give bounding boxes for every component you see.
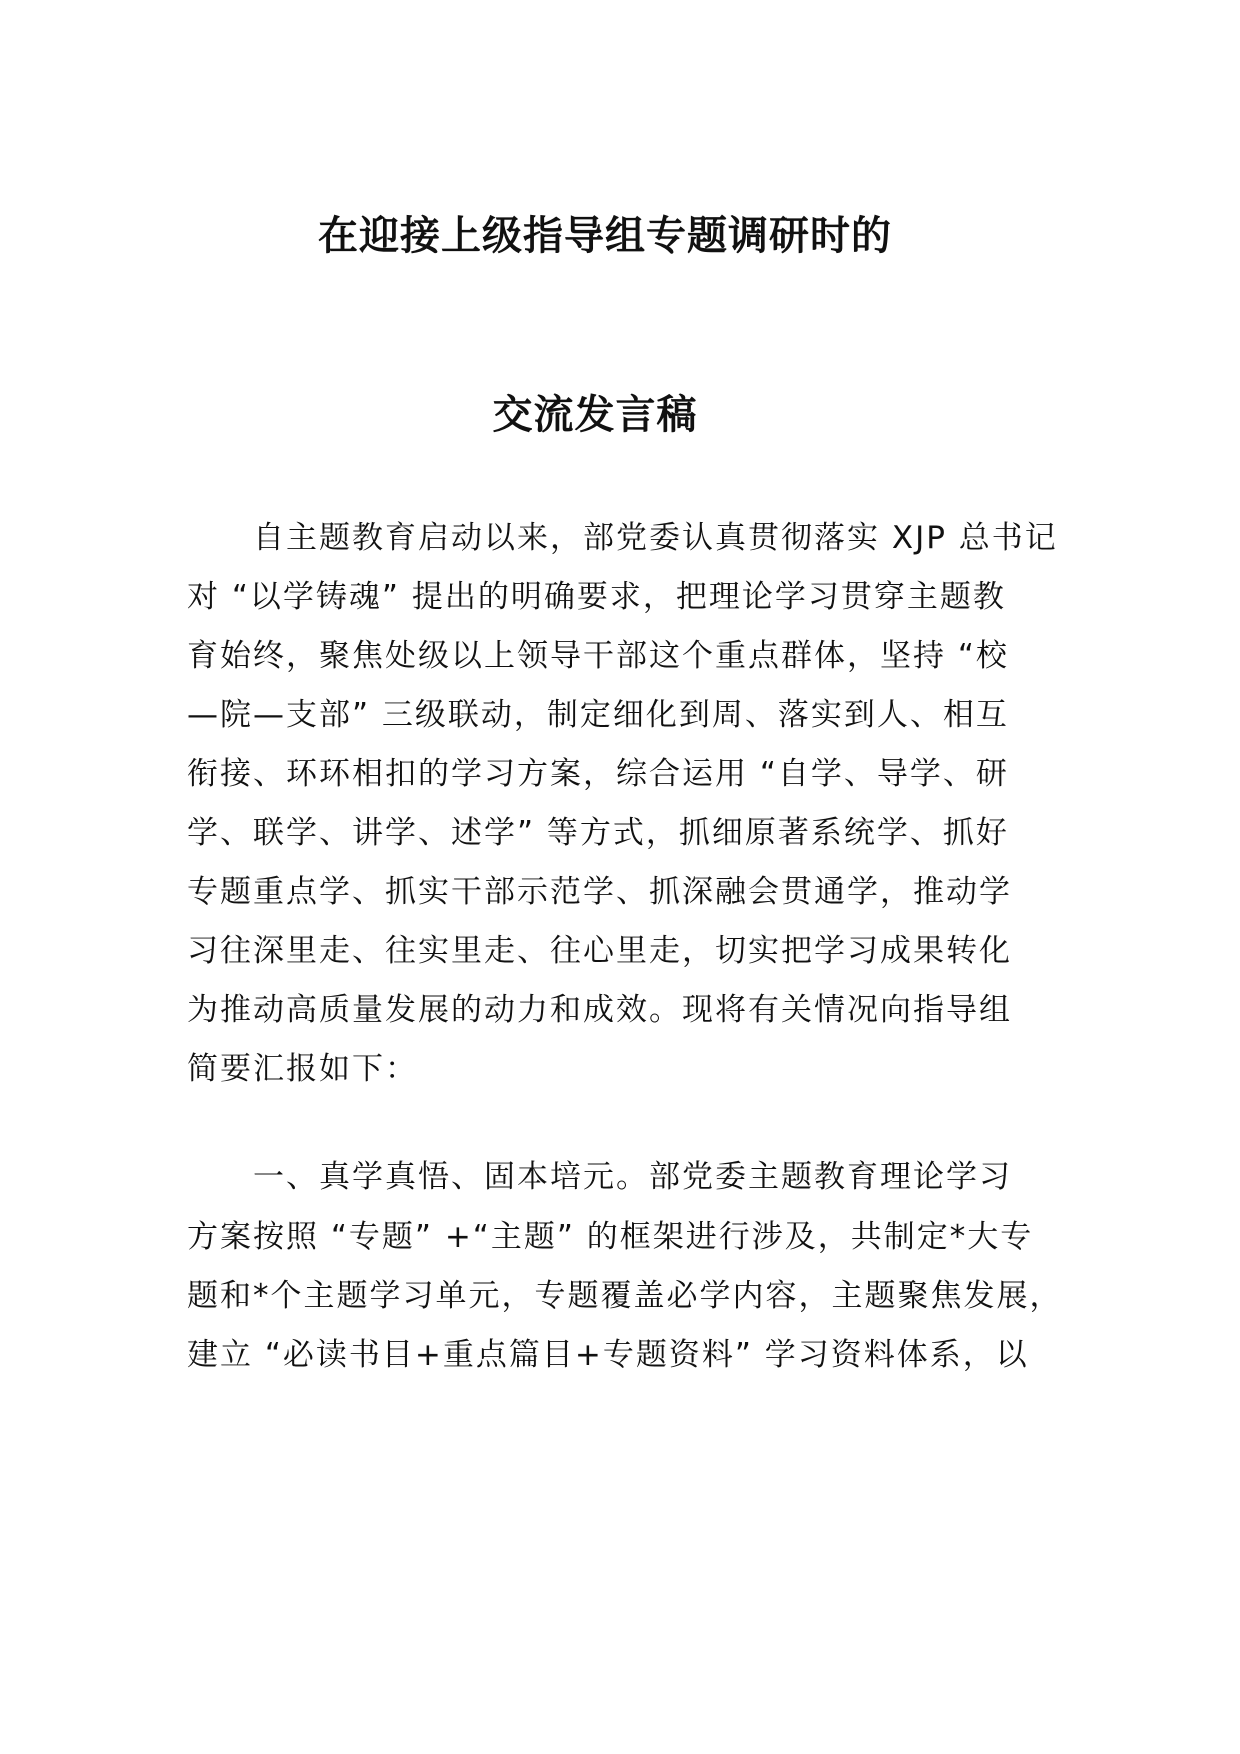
text-line: 习往深里走、往实里走、往心里走，切实把学习成果转化	[187, 933, 1012, 969]
text-line: 对 “以学铸魂” 提出的明确要求，把理论学习贯穿主题教	[187, 579, 1006, 615]
text-line: 专题重点学、抓实干部示范学、抓深融会贯通学，推动学	[187, 874, 1012, 910]
text-line: 方案按照 “专题” +“主题” 的框架进行涉及，共制定*大专	[187, 1219, 1034, 1255]
text-line: 一、真学真悟、固本培元。部党委主题教育理论学习	[253, 1159, 1012, 1195]
text-line: 自主题教育启动以来，部党委认真贯彻落实 XJP 总书记	[253, 520, 1058, 556]
text-line: 题和*个主题学习单元，专题覆盖必学内容，主题聚焦发展，	[187, 1278, 1063, 1314]
text-line: —院—支部” 三级联动，制定细化到周、落实到人、相互	[187, 697, 1009, 733]
text-line: 育始终，聚焦处级以上领导干部这个重点群体，坚持 “校	[187, 638, 1009, 674]
text-line: 为推动高质量发展的动力和成效。现将有关情况向指导组	[187, 992, 1012, 1028]
document-title-line-2: 交流发言稿	[492, 392, 698, 438]
text-line: 建立 “必读书目+重点篇目+专题资料” 学习资料体系，以	[187, 1337, 1029, 1373]
text-line: 衔接、环环相扣的学习方案，综合运用 “自学、导学、研	[187, 756, 1009, 792]
text-line: 学、联学、讲学、述学” 等方式，抓细原著系统学、抓好	[187, 815, 1009, 851]
text-line: 简要汇报如下：	[187, 1051, 418, 1087]
document-title-line-1: 在迎接上级指导组专题调研时的	[318, 213, 892, 259]
